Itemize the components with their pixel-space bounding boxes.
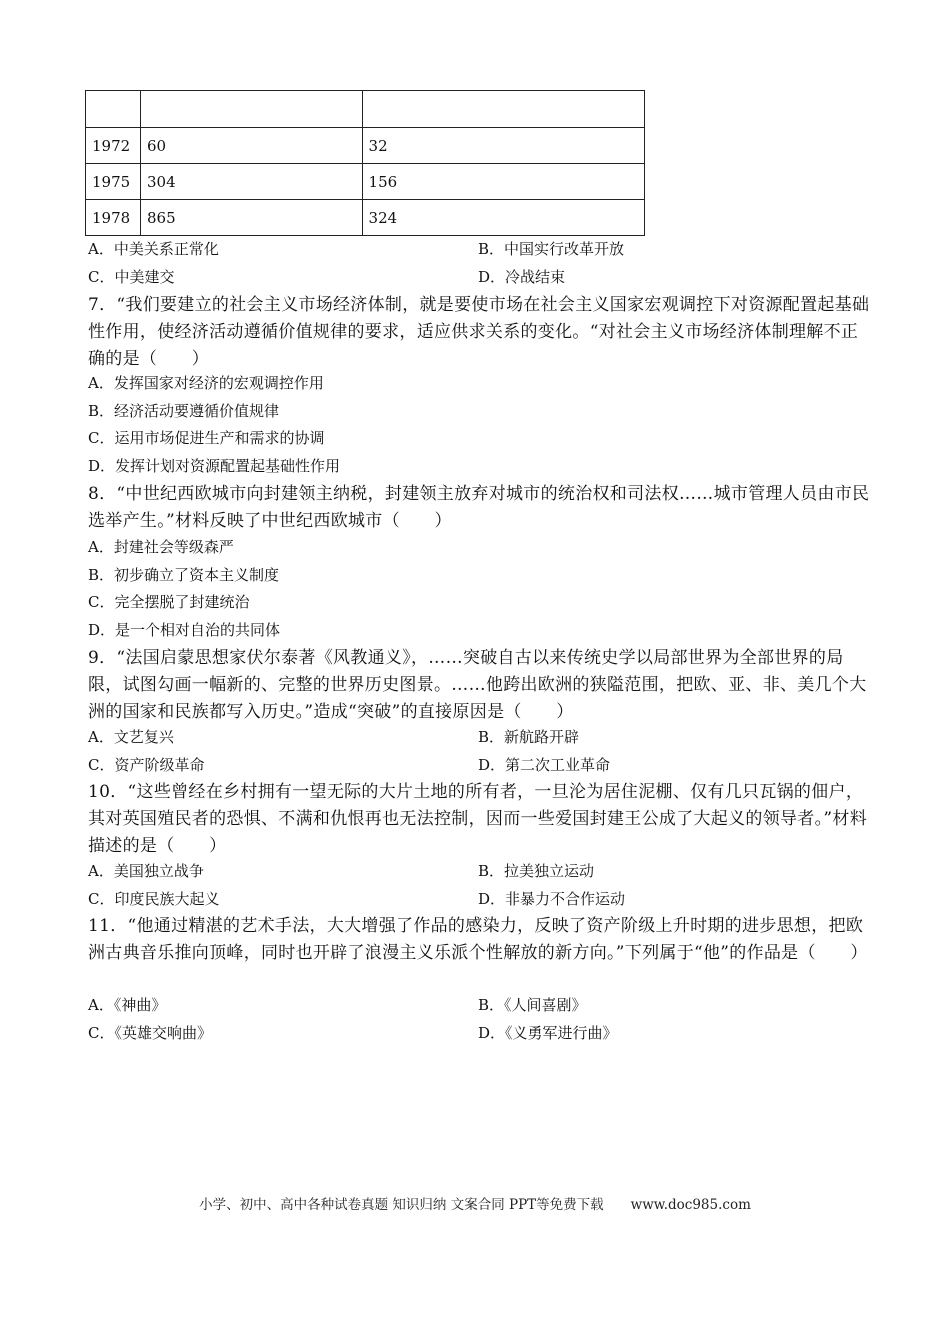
table-header-cell — [362, 91, 644, 128]
q9-option-c[interactable]: C．资产阶级革命 — [88, 755, 205, 774]
q11-option-d[interactable]: D．《义勇军进行曲》 — [478, 1023, 618, 1042]
q10-option-b[interactable]: B．拉美独立运动 — [478, 862, 595, 881]
q8-option-b[interactable]: B．初步确立了资本主义制度 — [88, 565, 280, 584]
q11-options — [88, 991, 888, 1046]
table-cell: 304 — [140, 164, 362, 200]
q6-option-b[interactable]: B．中国实行改革开放 — [478, 240, 625, 259]
table-row — [86, 200, 645, 236]
q11-option-b[interactable]: B．《人间喜剧》 — [478, 996, 587, 1015]
q10-option-d[interactable]: D．非暴力不合作运动 — [478, 889, 626, 908]
q10-stem: 10．“这些曾经在乡村拥有一望无际的大片土地的所有者，一旦沦为居住泥棚、仅有几只瓦锅的佃户，其对英国殖民者的恐惧、不满和仇恨再也无法控制，因而一些爱国封建王公成了大起义的领导者。”材料描述的是（ ） — [88, 782, 867, 856]
table-cell: 32 — [362, 128, 644, 164]
q9-option-b[interactable]: B．新航路开辟 — [478, 728, 580, 747]
q10-option-a[interactable]: A．美国独立战争 — [88, 862, 204, 881]
q6-options — [88, 235, 888, 290]
table-cell: 60 — [140, 128, 362, 164]
table-cell: 156 — [362, 164, 644, 200]
q8-option-a[interactable]: A．封建社会等级森严 — [88, 538, 234, 556]
table-row — [86, 164, 645, 200]
q11-option-c[interactable]: C．《英雄交响曲》 — [88, 1023, 212, 1042]
q10-options — [88, 857, 888, 912]
q6-option-c[interactable]: C．中美建交 — [88, 267, 175, 286]
table-cell: 1978 — [86, 200, 141, 236]
table-row — [86, 128, 645, 164]
q8-options — [88, 534, 888, 644]
q6-option-d[interactable]: D．冷战结束 — [478, 267, 566, 286]
page-footer: 小学、初中、高中各种试卷真题 知识归纳 文案合同 PPT等免费下载 www.doc985.com — [199, 1197, 751, 1213]
q7-option-b[interactable]: B．经济活动要遵循价值规律 — [88, 401, 280, 420]
q9-stem: 9．“法国启蒙思想家伏尔泰著《风教通义》，……突破自古以来传统史学以局部世界为全部世界的局限，试图勾画一幅新的、完整的世界历史图景。……他跨出欧洲的狭隘范围，把欧、亚、非、美几个大洲的国家和民族都写入历史。”造成“突破”的直接原因是（ ） — [88, 648, 867, 722]
table-header-row — [86, 91, 645, 128]
table-header-cell — [140, 91, 362, 128]
data-table — [85, 90, 645, 236]
table-cell: 865 — [140, 200, 362, 236]
q9-options — [88, 723, 888, 778]
q7-option-c[interactable]: C．运用市场促进生产和需求的协调 — [88, 429, 325, 447]
q8-stem: 8．“中世纪西欧城市向封建领主纳税，封建领主放弃对城市的统治权和司法权……城市管理人员由市民选举产生。”材料反映了中世纪西欧城市（ ） — [88, 484, 870, 531]
q8-option-d[interactable]: D．是一个相对自治的共同体 — [88, 620, 281, 639]
table-cell: 1972 — [86, 128, 141, 164]
q7-options — [88, 370, 888, 480]
q8-option-c[interactable]: C．完全摆脱了封建统治 — [88, 593, 250, 611]
q6-option-a[interactable]: A．中美关系正常化 — [88, 240, 219, 259]
table-cell: 324 — [362, 200, 644, 236]
q7-stem: 7．“我们要建立的社会主义市场经济体制，就是要使市场在社会主义国家宏观调控下对资源配置起基础性作用，使经济活动遵循价值规律的要求，适应供求关系的变化。“对社会主义市场经济体制理解不正确的是（ ） — [88, 295, 870, 369]
q9-option-a[interactable]: A．文艺复兴 — [88, 728, 174, 747]
q7-option-d[interactable]: D．发挥计划对资源配置起基础性作用 — [88, 456, 341, 475]
q9-option-d[interactable]: D．第二次工业革命 — [478, 755, 611, 774]
q7-option-a[interactable]: A．发挥国家对经济的宏观调控作用 — [88, 374, 324, 392]
q11-option-a[interactable]: A．《神曲》 — [88, 996, 167, 1015]
table-cell: 1975 — [86, 164, 141, 200]
table-header-cell — [86, 91, 141, 128]
q10-option-c[interactable]: C．印度民族大起义 — [88, 889, 220, 908]
q11-stem: 11．“他通过精湛的艺术手法，大大增强了作品的感染力，反映了资产阶级上升时期的进步思想，把欧洲古典音乐推向顶峰，同时也开辟了浪漫主义乐派个性解放的新方向。”下列属于“他”的作品是（ ） — [88, 916, 868, 963]
